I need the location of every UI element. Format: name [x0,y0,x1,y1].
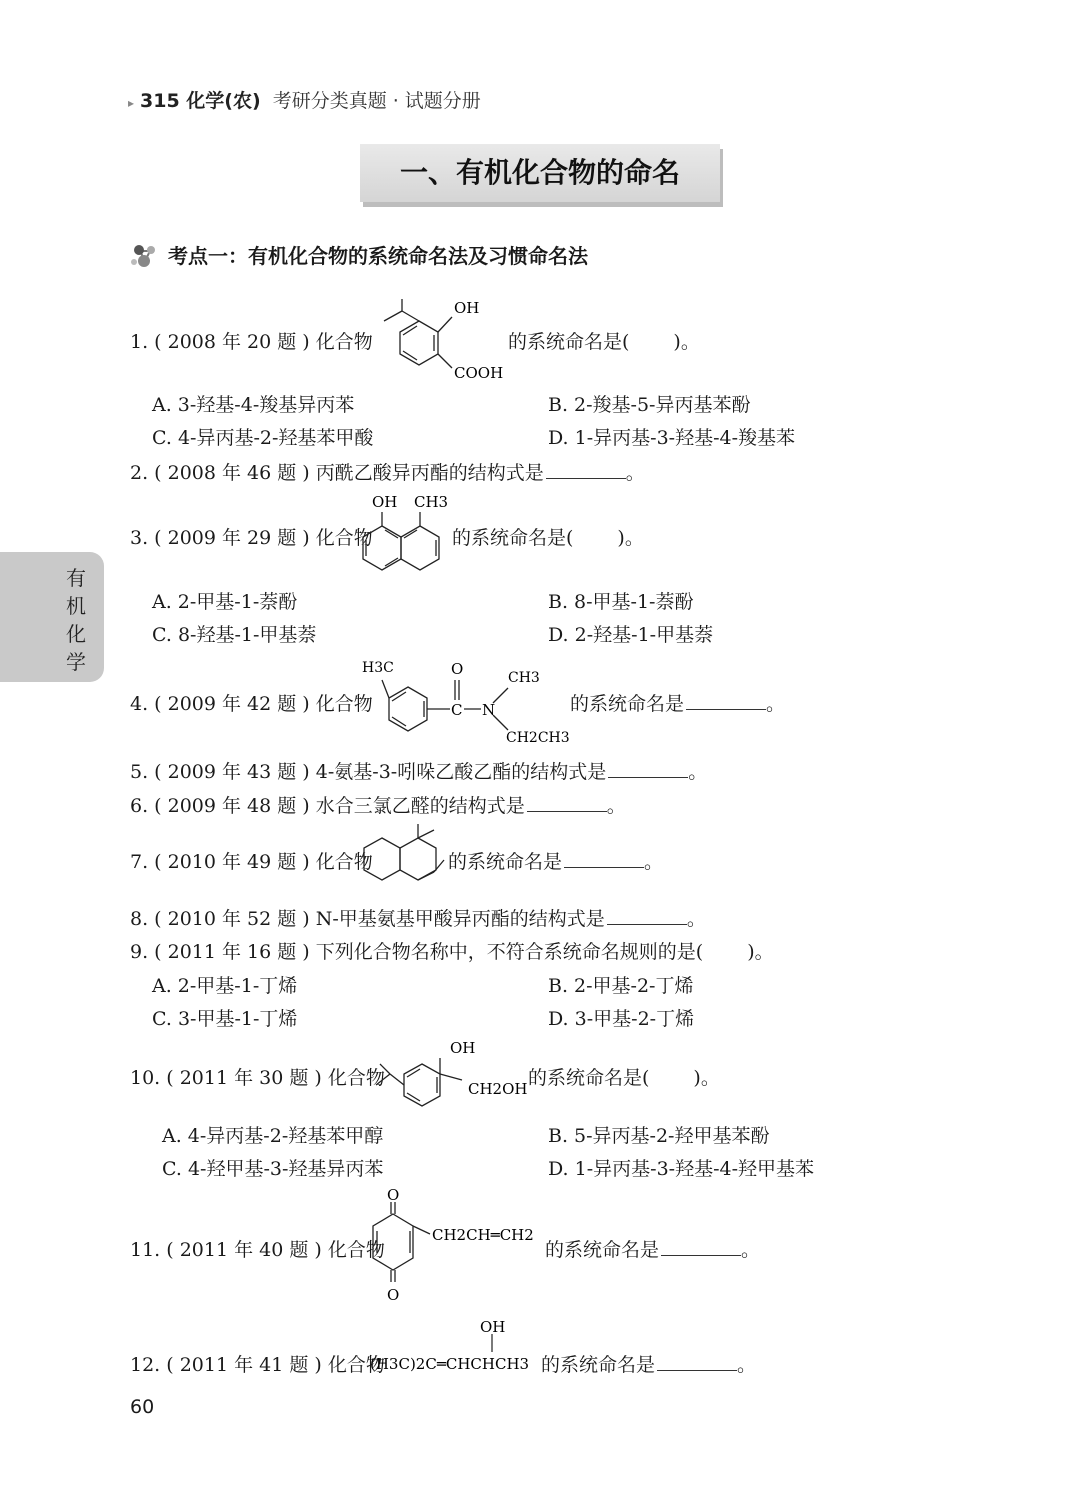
ch2ch3-label: CH2CH3 [506,730,570,746]
question-12-label: 12. ( 2011 年 41 题 ) 化合物 [130,1354,385,1376]
q9-option-d: D. 3-甲基-2-丁烯 [548,1008,695,1030]
question-9: 9. ( 2011 年 16 题 ) 下列化合物名称中，不符合系统命名规则的是( )。 [130,941,774,963]
answer-blank [546,460,626,479]
question-8: 8. ( 2010 年 52 题 ) N-甲基氨基甲酸异丙酯的结构式是 。 [130,908,706,930]
section-heading [130,240,588,269]
answer-blank [607,906,687,925]
answer-blank [661,1237,741,1256]
section-heading-text: 考点一：有机化合物的系统命名法及习惯命名法 [168,244,588,268]
q10-option-b: B. 5-异丙基-2-羟甲基苯酚 [548,1125,770,1147]
q9-option-c: C. 3-甲基-1-丁烯 [152,1008,298,1030]
formula-label: (H3C)2C═CHCHCH3 [370,1355,530,1373]
question-11-tail: 的系统命名是 。 [545,1239,761,1261]
ch2oh-label: CH2OH [468,1080,528,1098]
question-1-label: 1. ( 2008 年 20 题 ) 化合物 [130,331,373,353]
chapter-banner: 一、有机化合物的命名 [360,144,720,202]
question-7-label: 7. ( 2010 年 49 题 ) 化合物 [130,851,373,873]
q9-option-b: B. 2-甲基-2-丁烯 [548,975,694,997]
answer-blank [564,849,644,868]
question-3-label: 3. ( 2009 年 29 题 ) 化合物 [130,527,373,549]
triangle-icon: ▸ [128,96,135,110]
q1-option-d: D. 1-异丙基-3-羟基-4-羧基苯 [548,427,796,449]
q10-option-a: A. 4-异丙基-2-羟基苯甲醇 [162,1125,384,1147]
q3-option-b: B. 8-甲基-1-萘酚 [548,591,694,613]
oh-label: OH [480,1318,506,1336]
cooh-label: COOH [454,364,504,382]
question-4-tail: 的系统命名是 。 [570,693,786,715]
q1-option-b: B. 2-羧基-5-异丙基苯酚 [548,394,751,416]
q3-structure [356,490,452,578]
question-6: 6. ( 2009 年 48 题 ) 水合三氯乙醛的结构式是 。 [130,795,626,817]
q10-structure [372,1036,530,1116]
q4-structure [360,654,570,748]
page-number: 60 [130,1396,155,1418]
side-tab-char: 机 [66,594,86,618]
h3c-label: H3C [362,660,394,676]
q10-option-d: D. 1-异丙基-3-羟基-4-羟甲基苯 [548,1158,815,1180]
question-10-tail: 的系统命名是( )。 [528,1067,720,1089]
answer-blank [686,691,766,710]
question-3-tail: 的系统命名是( )。 [452,527,644,549]
q9-option-a: A. 2-甲基-1-丁烯 [152,975,298,997]
c-label: C [451,701,463,719]
question-5: 5. ( 2009 年 43 题 ) 4-氨基-3-吲哚乙酸乙酯的结构式是 。 [130,761,708,783]
side-tab [0,552,104,682]
book-subtitle: 考研分类真题 · 试题分册 [272,90,481,112]
ch3-label: CH3 [508,670,540,686]
book-code: 315 化学(农) [140,90,261,112]
answer-blank [657,1352,737,1371]
q3-option-c: C. 8-羟基-1-甲基萘 [152,624,317,646]
q10-option-c: C. 4-羟甲基-3-羟基异丙苯 [162,1158,384,1180]
o-bottom-label: O [387,1286,400,1304]
o-label: O [451,660,464,678]
o-top-label: O [387,1186,400,1204]
oh-label: OH [372,493,398,511]
oh-label: OH [450,1039,476,1057]
q1-structure [362,294,512,386]
ch3-label: CH3 [414,493,449,511]
side-tab-char: 学 [66,650,86,674]
q1-option-a: A. 3-羟基-4-羧基异丙苯 [152,394,355,416]
molecule-icon [130,242,160,268]
q3-option-d: D. 2-羟基-1-甲基萘 [548,624,714,646]
q12-structure [368,1314,540,1378]
side-tab-char: 有 [66,566,86,590]
question-1-tail: 的系统命名是( )。 [508,331,700,353]
answer-blank [527,793,607,812]
oh-label: OH [454,299,480,317]
question-11-label: 11. ( 2011 年 40 题 ) 化合物 [130,1239,385,1261]
q3-option-a: A. 2-甲基-1-萘酚 [152,591,298,613]
question-12-tail: 的系统命名是 。 [541,1354,757,1376]
running-header [128,86,481,113]
answer-blank [608,759,688,778]
question-4-label: 4. ( 2009 年 42 题 ) 化合物 [130,693,373,715]
chain-label: CH2CH═CH2 [432,1226,534,1244]
q7-structure [358,822,448,894]
question-7-tail: 的系统命名是 。 [448,851,664,873]
question-2: 2. ( 2008 年 46 题 ) 丙酰乙酸异丙酯的结构式是 。 [130,462,645,484]
side-tab-char: 化 [66,622,86,646]
n-label: N [482,701,496,719]
question-10-label: 10. ( 2011 年 30 题 ) 化合物 [130,1067,385,1089]
q11-structure [368,1186,548,1308]
q1-option-c: C. 4-异丙基-2-羟基苯甲酸 [152,427,374,449]
